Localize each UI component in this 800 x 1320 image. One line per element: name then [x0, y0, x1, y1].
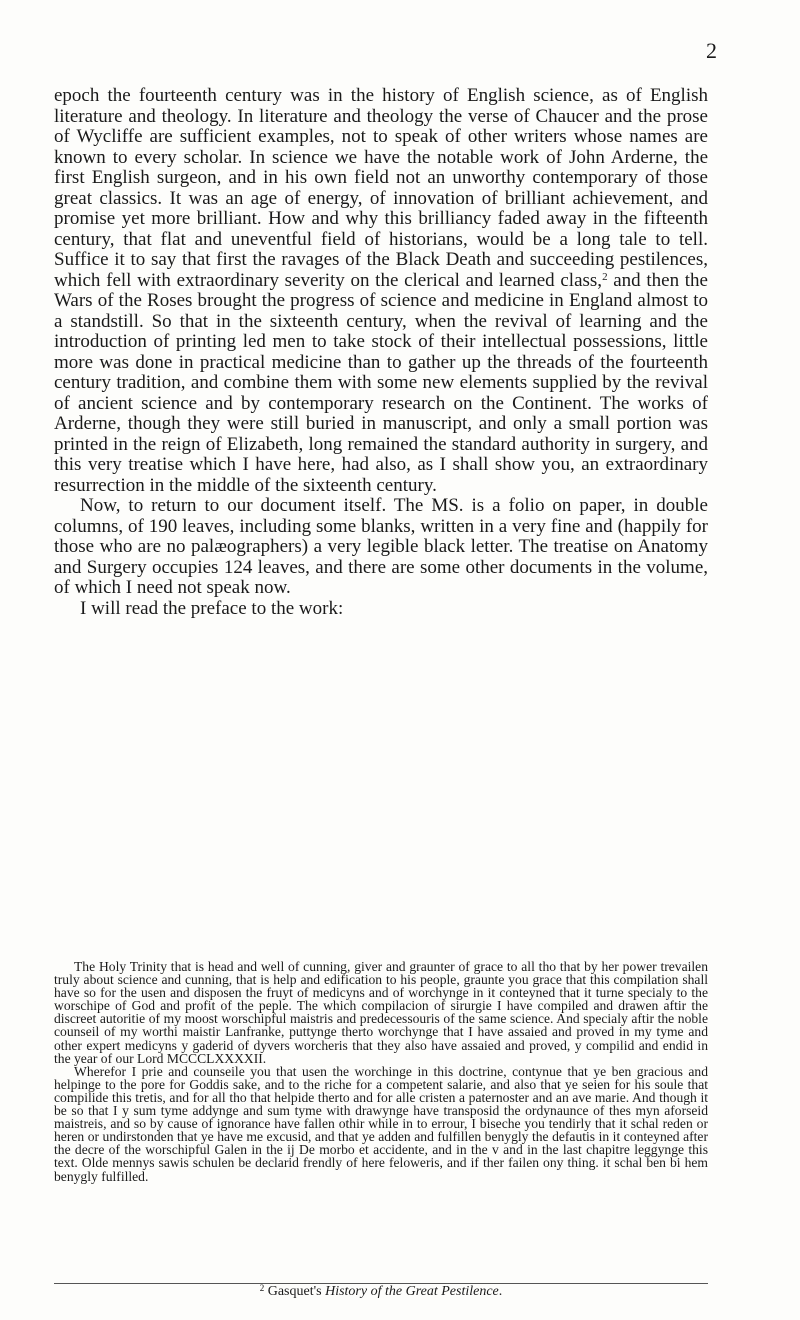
paragraph-text: epoch the fourteenth century was in the history of English science, as of English literature and theology. In literature and theology the verse of Chaucer and the prose of Wycliffe are sufficient examples, not to speak of other writers whose names are known to every scholar. In science we have the notable work of John Arderne, the first English surgeon, and in his own field not an unworthy contemporary of those great classics. It was an age of energy, of innovation of brilliant achievement, and promise yet more brilliant. How and why this brilliancy faded away in the fifteenth century, that flat and uneventful field of historians, would be a long tale to tell. Suffice it to say that first the ravages of the Black Death and succeeding pestilences, which fell with extraordinary severity on the clerical and learned class, [54, 85, 708, 291]
quotation-paragraph: Wherefor I prie and counseile you that usen the worchinge in this doctrine, contynue that ye ben gracious and helpinge to the pore for Goddis sake, and to the riche for a competent salarie, and also that ye seien for his soule that compilide this tretis, and for all tho that helpide therto and for alle cristen a paternoster and an ave marie. And though it be so that I y sum tyme addynge and sum tyme with drawynge have transposid the ordynaunce of thes myn aforseid maistreis, and so by cause of ignorance have fallen othir while in to errour, I biseche you tendirly that it schal reden or heren or undirstonden that ye have me excusid, and that ye adden and fulfillen benygly the defautis in it conteyned after the decre of the worschipful Galen in the ij De morbo et accidente, and in the v and in the last chapitre leggynge this text. Olde mennys sawis schulen be declarid frendly of here feloweris, and if ther failen ony thing. it schal ben bi hem benygly fulfilled. [54, 1063, 708, 1184]
page-number: 2 [706, 38, 717, 63]
paragraph: I will read the preface to the work: [80, 597, 344, 619]
footnote [54, 1283, 708, 1300]
paragraph-text: and then the Wars of the Roses brought the progress of science and medicine in England almost to a standstill. So that in the sixteenth century, when the revival of learning and the introduction of printing led men to take stock of their intellectual possessions, little more was done in practical medicine than to gather up the threads of the fourteenth century tradition, and combine them with some new elements supplied by the revival of ancient science and by contemporary research on the Continent. The works of Arderne, though they were still buried in manuscript, and only a small portion was printed in the reign of Elizabeth, long remained the standard authority in surgery, and this very treatise which I have here, had also, as I shall show you, an extraordinary resurrection in the middle of the sixteenth century. [54, 269, 708, 496]
paragraph: Now, to return to our document itself. The MS. is a folio on paper, in double columns, of 190 leaves, including some blanks, written in a very fine and (happily for those who are no palæographers) a very legible black letter. The treatise on Anatomy and Surgery occupies 124 leaves, and there are some other documents in the volume, of which I need not speak now. [54, 495, 708, 598]
footnote-reference: 2 [602, 270, 608, 283]
main-text [54, 86, 708, 619]
block-quotation [54, 960, 708, 1183]
paragraph [54, 86, 708, 496]
footnote-text: . [498, 1284, 503, 1299]
footnote-book-title: History of the Great Pestilence [325, 1284, 499, 1299]
footnote-marker: 2 [259, 1283, 265, 1293]
quotation-paragraph: The Holy Trinity that is head and well of cunning, giver and graunter of grace to all tho that by her power trevailen truly about science and cunning, that is help and edification to his people, graunte you grace that this compilation shall have so for the usen and disposen the fruyt of medicyns and of worchynge in it conteyned that it turne specialy to the worschipe of God and profit of the peple. The which compilacion of sirurgie I have compiled and drawen aftir the discreet autoritie of my moost worschipful maistris and predecessouris of the same science. And specialy aftir the noble counseil of my worthi maistir Lanfranke, puttynge therto worchynge that I have assaied and proved in my tyme and other expert medicyns y gaderid of dyvers worcheris that they also have assaied and proved, y compilid and endid in the year of our Lord MCCCLXXXXII. [54, 959, 708, 1066]
footnote-text: Gasquet's [264, 1284, 326, 1299]
